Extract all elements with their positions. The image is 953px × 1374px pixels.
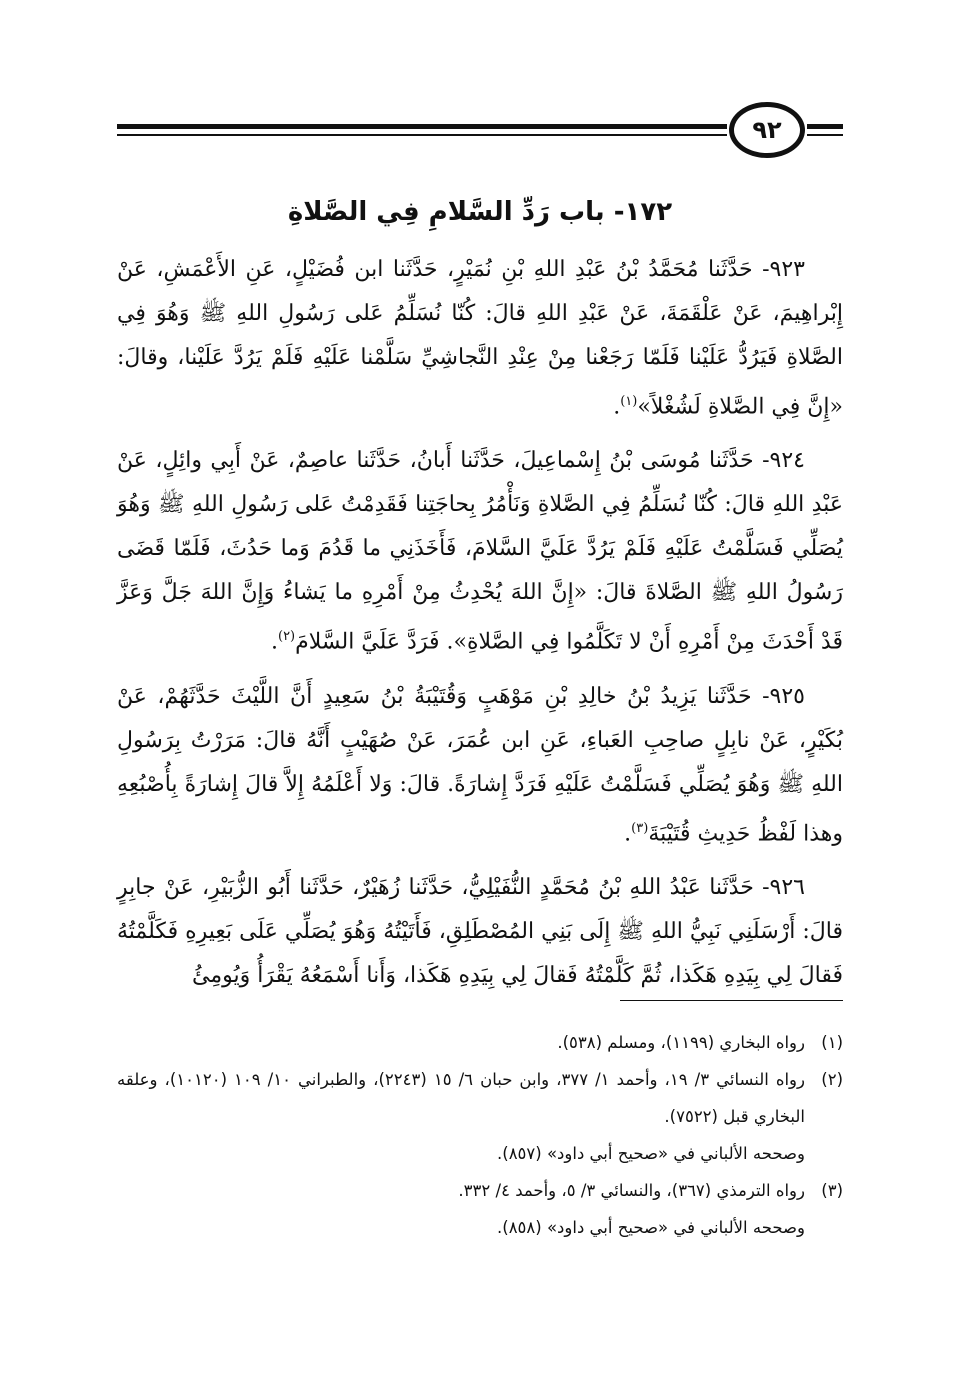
footnote-number: (١) [821, 1033, 843, 1052]
footnote-text: رواه البخاري (١١٩٩)، ومسلم (٥٣٨). [557, 1033, 805, 1052]
hadith-text: ٩٢٦- حَدَّثَنا عَبْدُ اللهِ بْنُ مُحَمَّدٍ النُّفَيْلِيُّ، حَدَّثَنا زُهَيْرٌ، حَدَّثَنا أَبُو الزُّبَيْرِ، عَنْ جابِرٍ قالَ: أَرْسَلَنِي نَبِيُّ اللهِ ﷺ إِلَى بَنِي المُصْطَلِقِ، فَأَتَيْتُهُ وَهُوَ يُصَلِّي عَلَى بَعِيرِهِ فَكَلَّمْتُهُ فَقالَ لِي بِيَدِهِ هَكَذا، ثُمَّ كَلَّمْتُهُ فَقالَ لِي بِيَدِهِ هَكَذا، وَأَنا أَسْمَعُهُ يَقْرَأُ وَيُومِئُ [117, 874, 843, 988]
footnotes [117, 1024, 843, 1246]
hadith-paragraph [117, 248, 843, 429]
hadith-paragraph [117, 866, 843, 998]
header-rule-left-thin [117, 134, 727, 136]
footnote-number: (٣) [821, 1181, 843, 1200]
footnote-text: رواه الترمذي (٣٦٧)، والنسائي ٣/ ٥، وأحمد ٤/ ٣٣٢. [458, 1181, 805, 1200]
footnote-number: (٢) [821, 1070, 843, 1089]
footnote-text: رواه النسائي ٣/ ١٩، وأحمد ١/ ٣٧٧، وابن حبان ٦/ ١٥ (٢٢٤٣)، والطبراني ١٠/ ١٠٩ (١٠١٢٠)، وعلقه البخاري قبل (٧٥٢٢). [117, 1070, 805, 1126]
chapter-title: ١٧٢- باب رَدِّ السَّلامِ فِي الصَّلاةِ [287, 197, 673, 227]
footnote-item [117, 1061, 843, 1135]
hadith-end: . [270, 629, 278, 655]
footnote-ref: (٣) [631, 820, 649, 836]
hadith-end: . [613, 394, 621, 420]
header-rule-right-thin [807, 134, 843, 136]
footnote-item [117, 1024, 843, 1061]
hadith-text: ٩٢٤- حَدَّثَنا مُوسَى بْنُ إِسْماعِيلَ، حَدَّثَنا أَبانُ، حَدَّثَنا عاصِمٌ، عَنْ أَبِي وائِلٍ، عَنْ عَبْدِ اللهِ قالَ: كُنّا نُسَلِّمُ فِي الصَّلاةِ وَنَأْمُرُ بِحاجَتِنا فَقَدِمْتُ عَلى رَسُولِ اللهِ ﷺ وَهُوَ يُصَلِّي فَسَلَّمْتُ عَلَيْهِ فَلَمْ يَرُدَّ عَلَيَّ السَّلامَ، فَأَخَذَنِي ما قَدُمَ وَما حَدُثَ، فَلَمّا قَضَى رَسُولُ اللهِ ﷺ الصَّلاةَ قالَ: «إِنَّ اللهَ يُحْدِثُ مِنْ أَمْرِهِ ما يَشاءُ وَإِنَّ اللهَ جَلَّ وَعَزَّ قَدْ أَحْدَثَ مِنْ أَمْرِهِ أَنْ لا تَكَلَّمُوا فِي الصَّلاةِ». فَرَدَّ عَلَيَّ السَّلامَ [117, 448, 843, 655]
footnote-ref: (٢) [277, 629, 296, 645]
hadith-body [117, 248, 843, 998]
hadith-text: ٩٢٣- حَدَّثَنا مُحَمَّدُ بْنُ عَبْدِ اللهِ بْنِ نُمَيْرٍ، حَدَّثَنا ابن فُضَيْلٍ، عَنِ الأَعْمَشِ، عَنْ إِبْراهِيمَ، عَنْ عَلْقَمَةَ، عَنْ عَبْدِ اللهِ قالَ: كُنّا نُسَلِّمُ عَلى رَسُولِ اللهِ ﷺ وَهُوَ فِي الصَّلاةِ فَيَرُدُّ عَلَيْنا فَلَمّا رَجَعْنا مِنْ عِنْدِ النَّجاشِيِّ سَلَّمْنا عَلَيْهِ فَلَمْ يَرُدَّ عَلَيْنا، وقالَ: «إِنَّ فِي الصَّلاةِ لَشُغْلاً» [117, 257, 843, 420]
footnote-continuation: وصححه الألباني في «صحيح أبي داود» (٨٥٨). [497, 1218, 805, 1237]
page-header [117, 102, 843, 162]
page-number: ٩٢ [729, 102, 805, 158]
hadith-paragraph [117, 675, 843, 856]
hadith-paragraph [117, 439, 843, 664]
footnote-item [117, 1172, 843, 1209]
hadith-end: . [624, 820, 632, 846]
footnote-ref: (١) [620, 394, 638, 409]
hadith-text: ٩٢٥- حَدَّثَنا يَزِيدُ بْنُ خالِدِ بْنِ مَوْهَبٍ وَقُتَيْبَةُ بْنُ سَعِيدٍ أَنَّ اللَّيْثَ حَدَّثَهُمْ، عَنْ بُكَيْرٍ، عَنْ نابِلٍ صاحِبِ العَباءِ، عَنِ ابن عُمَرَ، عَنْ صُهَيْبٍ أَنَّهُ قالَ: مَرَرْتُ بِرَسُولِ اللهِ ﷺ وَهُوَ يُصَلِّي فَسَلَّمْتُ عَلَيْهِ فَرَدَّ إِشارَةً. قالَ: وَلا أَعْلَمُهُ إِلاَّ قالَ إِشارَةً بِأُصْبُعِهِ وهذا لَفْظُ حَدِيثِ قُتَيْبَةَ [117, 683, 843, 846]
footnote-divider [620, 1000, 843, 1001]
footnote-continuation: وصححه الألباني في «صحيح أبي داود» (٨٥٧). [497, 1144, 805, 1163]
header-rule-left [117, 124, 727, 129]
header-rule-right [807, 124, 843, 129]
